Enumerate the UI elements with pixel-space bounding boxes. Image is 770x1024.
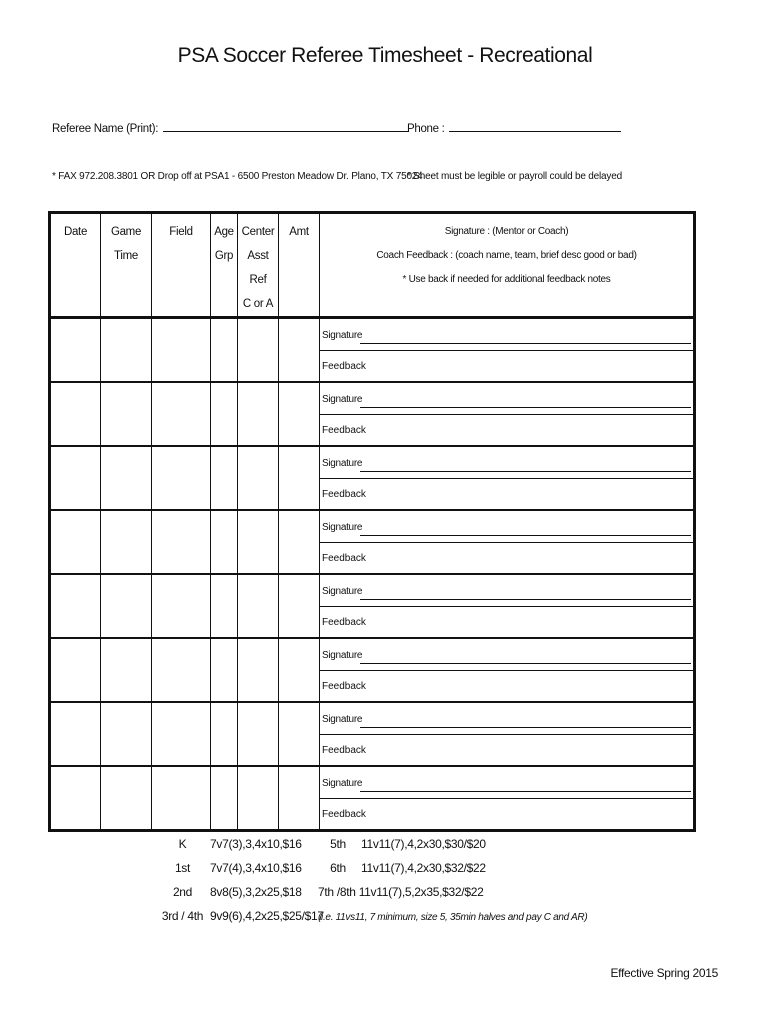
signature-rule <box>360 791 691 792</box>
amt-cell[interactable] <box>279 382 320 446</box>
header-game-time: Game Time <box>101 213 152 318</box>
row-divider <box>320 414 693 415</box>
field-cell[interactable] <box>152 446 211 510</box>
signature-rule <box>360 535 691 536</box>
table-row <box>50 446 695 510</box>
rate-grade: K <box>178 837 187 851</box>
field-cell[interactable] <box>152 382 211 446</box>
date-cell[interactable] <box>50 574 101 638</box>
role-cell[interactable] <box>238 766 279 831</box>
signature-label: Signature <box>322 714 363 725</box>
date-cell[interactable] <box>50 510 101 574</box>
fax-note: * FAX 972.208.3801 OR Drop off at PSA1 - 6500 Preston Meadow Dr. Plano, TX 75024 <box>52 171 423 182</box>
feedback-label: Feedback <box>322 361 366 372</box>
amt-cell[interactable] <box>279 574 320 638</box>
rate-value: 11v11(7),5,2x35,$32/$22 <box>358 885 484 899</box>
header-signature: Signature : (Mentor or Coach) Coach Feedback : (coach name, team, brief desc good or bad) * Use back if needed for additional feedback notes <box>320 213 695 318</box>
role-cell[interactable] <box>238 638 279 702</box>
signature-rule <box>360 471 691 472</box>
field-cell[interactable] <box>152 510 211 574</box>
rate-value: 8v8(5),3,2x25,$18 <box>210 885 302 899</box>
row-divider <box>320 542 693 543</box>
age-group-cell[interactable] <box>211 574 238 638</box>
rate-grade: 1st <box>174 861 191 875</box>
field-cell[interactable] <box>152 638 211 702</box>
timesheet-table <box>48 211 696 832</box>
table-row <box>50 638 695 702</box>
feedback-label: Feedback <box>322 425 366 436</box>
age-group-cell[interactable] <box>211 318 238 383</box>
role-cell[interactable] <box>238 574 279 638</box>
field-cell[interactable] <box>152 702 211 766</box>
row-divider <box>320 606 693 607</box>
field-cell[interactable] <box>152 318 211 383</box>
feedback-label: Feedback <box>322 809 366 820</box>
signature-feedback-cell[interactable] <box>320 766 695 831</box>
table-row <box>50 574 695 638</box>
signature-feedback-cell[interactable] <box>320 382 695 446</box>
page-title: PSA Soccer Referee Timesheet - Recreational <box>177 44 593 67</box>
signature-rule <box>360 343 691 344</box>
header-amt: Amt <box>279 213 320 318</box>
date-cell[interactable] <box>50 766 101 831</box>
game-time-cell[interactable] <box>101 638 152 702</box>
legible-note: * Sheet must be legible or payroll could be delayed <box>407 171 622 182</box>
signature-rule <box>360 727 691 728</box>
rate-value: 11v11(7),4,2x30,$30/$20 <box>361 837 486 851</box>
signature-label: Signature <box>322 778 363 789</box>
effective-date: Effective Spring 2015 <box>610 966 718 980</box>
amt-cell[interactable] <box>279 510 320 574</box>
row-divider <box>320 478 693 479</box>
row-divider <box>320 734 693 735</box>
role-cell[interactable] <box>238 702 279 766</box>
game-time-cell[interactable] <box>101 574 152 638</box>
rate-grade: 2nd <box>172 885 193 899</box>
rates-note: (i.e. 11vs11, 7 minimum, size 5, 35min halves and pay C and AR) <box>318 912 588 923</box>
role-cell[interactable] <box>238 318 279 383</box>
signature-feedback-cell[interactable] <box>320 638 695 702</box>
feedback-label: Feedback <box>322 489 366 500</box>
rate-value: 7v7(3),3,4x10,$16 <box>210 837 302 851</box>
rate-grade: 6th <box>330 861 346 875</box>
date-cell[interactable] <box>50 638 101 702</box>
table-row <box>50 318 695 383</box>
amt-cell[interactable] <box>279 446 320 510</box>
table-header-row <box>50 213 695 318</box>
amt-cell[interactable] <box>279 702 320 766</box>
signature-rule <box>360 663 691 664</box>
age-group-cell[interactable] <box>211 382 238 446</box>
signature-label: Signature <box>322 586 363 597</box>
signature-feedback-cell[interactable] <box>320 510 695 574</box>
row-divider <box>320 350 693 351</box>
role-cell[interactable] <box>238 382 279 446</box>
signature-label: Signature <box>322 458 363 469</box>
game-time-cell[interactable] <box>101 446 152 510</box>
age-group-cell[interactable] <box>211 510 238 574</box>
signature-rule <box>360 407 691 408</box>
age-group-cell[interactable] <box>211 702 238 766</box>
field-cell[interactable] <box>152 766 211 831</box>
rates-left <box>155 832 324 928</box>
date-cell[interactable] <box>50 318 101 383</box>
feedback-label: Feedback <box>322 681 366 692</box>
amt-cell[interactable] <box>279 638 320 702</box>
age-group-cell[interactable] <box>211 638 238 702</box>
rate-value: 11v11(7),4,2x30,$32/$22 <box>361 861 486 875</box>
phone-label: Phone : <box>407 123 445 135</box>
feedback-label: Feedback <box>322 745 366 756</box>
signature-feedback-cell[interactable] <box>320 318 695 383</box>
date-cell[interactable] <box>50 382 101 446</box>
date-cell[interactable] <box>50 702 101 766</box>
rate-grade: 3rd / 4th <box>161 909 204 923</box>
phone-line <box>407 121 621 135</box>
referee-name-label: Referee Name (Print): <box>52 123 159 135</box>
role-cell[interactable] <box>238 446 279 510</box>
header-date: Date <box>50 213 101 318</box>
game-time-cell[interactable] <box>101 318 152 383</box>
referee-name-field[interactable] <box>163 121 409 132</box>
signature-rule <box>360 599 691 600</box>
header-center-asst-ref: Center Asst Ref C or A <box>238 213 279 318</box>
table-row <box>50 766 695 831</box>
signature-feedback-cell[interactable] <box>320 702 695 766</box>
date-cell[interactable] <box>50 446 101 510</box>
feedback-label: Feedback <box>322 553 366 564</box>
game-time-cell[interactable] <box>101 766 152 831</box>
signature-label: Signature <box>322 522 363 533</box>
signature-feedback-cell[interactable] <box>320 446 695 510</box>
phone-field[interactable] <box>449 121 621 132</box>
referee-name-line <box>52 121 409 135</box>
rate-value: 9v9(6),4,2x25,$25/$17 <box>210 909 324 923</box>
rates-right <box>318 832 587 928</box>
role-cell[interactable] <box>238 510 279 574</box>
rate-value: 7v7(4),3,4x10,$16 <box>210 861 302 875</box>
age-group-cell[interactable] <box>211 766 238 831</box>
table-row <box>50 382 695 446</box>
amt-cell[interactable] <box>279 766 320 831</box>
rate-grade: 7th /8th <box>318 885 356 899</box>
row-divider <box>320 798 693 799</box>
table-row <box>50 702 695 766</box>
field-cell[interactable] <box>152 574 211 638</box>
game-time-cell[interactable] <box>101 382 152 446</box>
age-group-cell[interactable] <box>211 446 238 510</box>
feedback-label: Feedback <box>322 617 366 628</box>
rate-grade: 5th <box>330 837 346 851</box>
table-row <box>50 510 695 574</box>
signature-label: Signature <box>322 650 363 661</box>
row-divider <box>320 670 693 671</box>
game-time-cell[interactable] <box>101 510 152 574</box>
amt-cell[interactable] <box>279 318 320 383</box>
signature-label: Signature <box>322 394 363 405</box>
signature-feedback-cell[interactable] <box>320 574 695 638</box>
header-age-group: Age Grp <box>211 213 238 318</box>
signature-label: Signature <box>322 330 363 341</box>
header-field: Field <box>152 213 211 318</box>
game-time-cell[interactable] <box>101 702 152 766</box>
